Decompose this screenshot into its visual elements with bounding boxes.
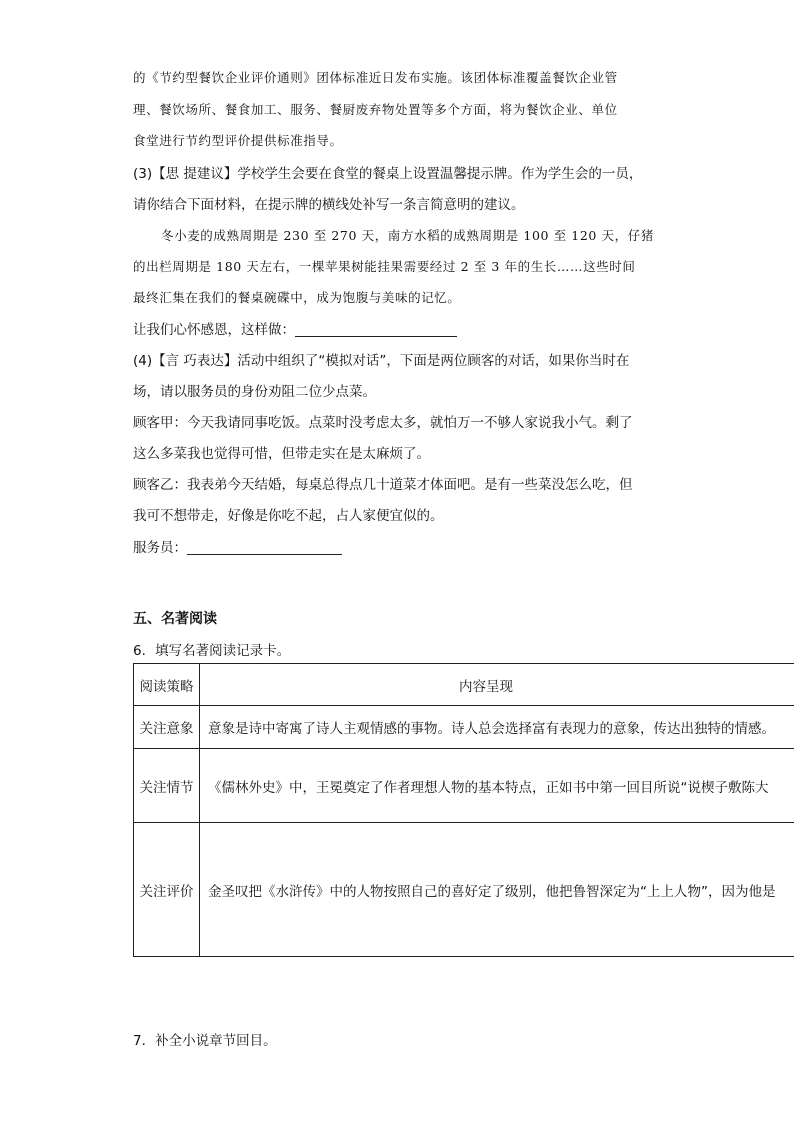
header-content: 内容呈现 xyxy=(200,664,794,706)
table-header-row xyxy=(134,664,794,706)
q3-answer-prompt: 让我们心怀感恩，这样做： xyxy=(133,322,295,338)
row-strategy: 关注意象 xyxy=(134,706,200,749)
q4-answer-blank[interactable] xyxy=(187,540,342,555)
customer-a-line-2: 这么多菜我也觉得可惜，但带走实在是太麻烦了。 xyxy=(133,446,430,462)
table-row xyxy=(134,823,794,957)
q3-prompt-line-1: (3)【思 提建议】学校学生会要在食堂的餐桌上设置温馨提示牌。作为学生会的一员， xyxy=(133,166,643,182)
row-content[interactable]: 金圣叹把《水浒传》中的人物按照自己的喜好定了级别，他把鲁智深定为“上上人物”，因为他是 xyxy=(200,823,794,957)
q4-answer-prompt: 服务员： xyxy=(133,540,187,556)
customer-a-line-1: 顾客甲：今天我请同事吃饭。点菜时没考虑太多，就怕万一不够人家说我小气。剩了 xyxy=(133,415,633,431)
row-strategy: 关注评价 xyxy=(134,823,200,957)
reading-record-table xyxy=(133,663,794,957)
header-strategy: 阅读策略 xyxy=(134,664,200,706)
q4-prompt-line-1: (4)【言 巧表达】活动中组织了“模拟对话”，下面是两位顾客的对话，如果你当时在 xyxy=(133,353,630,369)
q3-material-line-2: 的出栏周期是 180 天左右，一棵苹果树能挂果需要经过 2 至 3 年的生长……这些时间 xyxy=(133,259,636,274)
table-row xyxy=(134,706,794,749)
question-6: 6．填写名著阅读记录卡。 xyxy=(133,643,291,659)
customer-b-line-2: 我可不想带走，好像是你吃不起，占人家便宜似的。 xyxy=(133,508,444,524)
q4-answer-line xyxy=(133,536,342,556)
question-7: 7．补全小说章节回目。 xyxy=(133,1033,277,1049)
q3-material-line-3: 最终汇集在我们的餐桌碗碟中，成为饱腹与美味的记忆。 xyxy=(133,290,461,305)
q3-answer-blank[interactable] xyxy=(295,322,457,337)
q3-prompt-line-2: 请你结合下面材料，在提示牌的横线处补写一条言简意明的建议。 xyxy=(133,197,525,213)
q3-material-line-1: 冬小麦的成熟周期是 230 至 270 天，南方水稻的成熟周期是 100 至 120 天，仔猪 xyxy=(161,228,654,243)
passage-line-2: 理、餐饮场所、餐食加工、服务、餐厨废弃物处置等多个方面，将为餐饮企业、单位 xyxy=(133,102,618,117)
passage-line-1: 的《节约型餐饮企业评价通则》团体标准近日发布实施。该团体标准覆盖餐饮企业管 xyxy=(133,70,618,85)
q3-answer-line xyxy=(133,318,457,338)
row-strategy: 关注情节 xyxy=(134,749,200,823)
section-heading: 五、名著阅读 xyxy=(133,611,217,627)
table-row xyxy=(134,749,794,823)
customer-b-line-1: 顾客乙：我表弟今天结婚，每桌总得点几十道菜才体面吧。是有一些菜没怎么吃，但 xyxy=(133,477,633,493)
q4-prompt-line-2: 场，请以服务员的身份劝阻二位少点菜。 xyxy=(133,384,376,400)
row-content[interactable]: 《儒林外史》中，王冕奠定了作者理想人物的基本特点，正如书中第一回目所说“说楔子敷陈大 xyxy=(200,749,794,823)
row-content[interactable]: 意象是诗中寄寓了诗人主观情感的事物。诗人总会选择富有表现力的意象，传达出独特的情感。 xyxy=(200,706,794,749)
passage-line-3: 食堂进行节约型评价提供标准指导。 xyxy=(133,133,343,148)
